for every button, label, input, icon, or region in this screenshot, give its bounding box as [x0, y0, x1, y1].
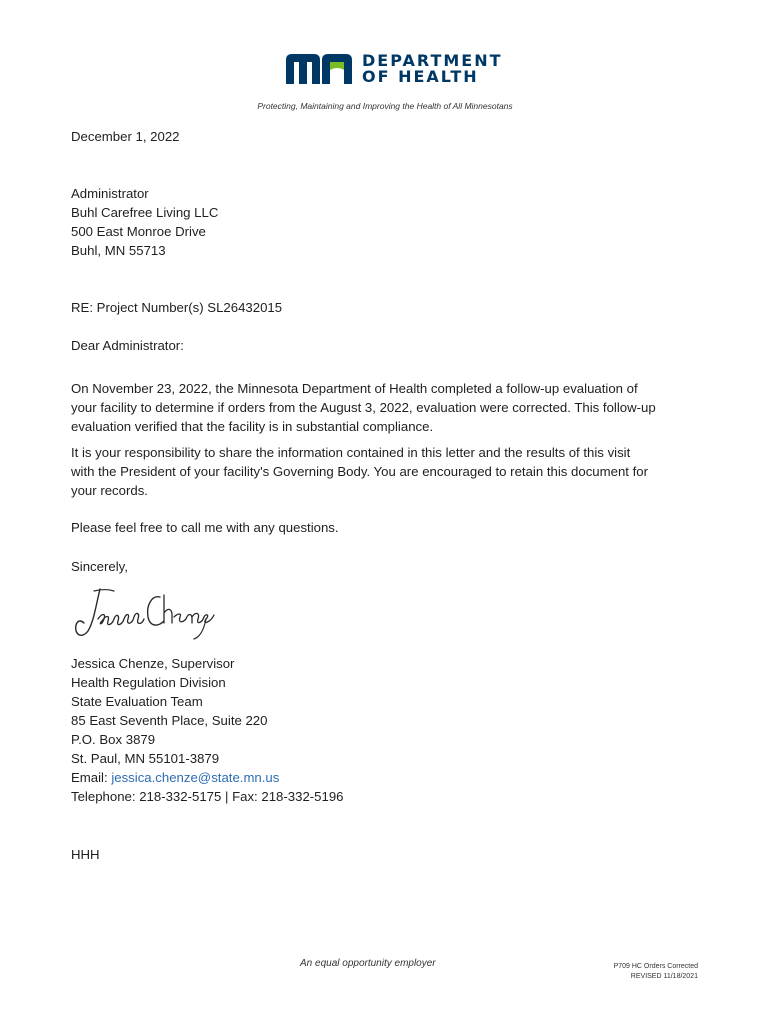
closing: Sincerely,: [71, 559, 128, 574]
address-line: Buhl, MN 55713: [71, 243, 166, 258]
signer-phone: Telephone: 218-332-5175 | Fax: 218-332-5196: [71, 789, 344, 804]
paragraph-responsibility: [71, 443, 711, 500]
signer-team: State Evaluation Team: [71, 694, 203, 709]
address-line: Buhl Carefree Living LLC: [71, 205, 219, 220]
letter-date: December 1, 2022: [71, 129, 180, 144]
signer-email-row: [71, 768, 344, 787]
logo-wordmark: [362, 53, 503, 85]
paragraph-line: with the President of your facility's Governing Body. You are encouraged to retain this document for: [71, 464, 648, 479]
signer-division: Health Regulation Division: [71, 675, 226, 690]
paragraph-line: evaluation verified that the facility is in substantial compliance.: [71, 419, 434, 434]
signer-name-title: Jessica Chenze, Supervisor: [71, 656, 235, 671]
signer-city: St. Paul, MN 55101-3879: [71, 751, 220, 766]
paragraph-evaluation: [71, 379, 711, 436]
tagline: Protecting, Maintaining and Improving the Health of All Minnesotans: [257, 101, 513, 111]
footer-eoe: An equal opportunity employer: [300, 958, 436, 969]
email-label: Email:: [71, 770, 112, 785]
recipient-address: [71, 184, 218, 260]
end-mark: HHH: [71, 847, 100, 862]
signer-street: 85 East Seventh Place, Suite 220: [71, 713, 268, 728]
email-link[interactable]: jessica.chenze@state.mn.us: [111, 770, 280, 785]
mdh-logo: [284, 52, 503, 86]
paragraph-line: your facility to determine if orders from the August 3, 2022, evaluation were corrected. This follow-up: [71, 400, 656, 415]
handwritten-signature: [68, 585, 218, 643]
paragraph-line: your records.: [71, 483, 148, 498]
paragraph-line: It is your responsibility to share the information contained in this letter and the results of this visit: [71, 445, 631, 460]
signer-block: [71, 654, 344, 806]
paragraph-line: On November 23, 2022, the Minnesota Department of Health completed a follow-up evaluation of: [71, 381, 638, 396]
footer-revised: REVISED 11/18/2021: [630, 973, 698, 980]
footer-form-info: [580, 962, 698, 982]
signer-po-box: P.O. Box 3879: [71, 732, 156, 747]
logo-line-2: OF HEALTH: [362, 67, 479, 86]
re-line: RE: Project Number(s) SL26432015: [71, 300, 283, 315]
address-line: 500 East Monroe Drive: [71, 224, 206, 239]
footer-form-id: P709 HC Orders Corrected: [613, 963, 698, 970]
address-line: Administrator: [71, 186, 149, 201]
logo-line-1: DEPARTMENT: [362, 51, 503, 70]
mn-logo-mark-icon: [284, 52, 354, 86]
salutation: Dear Administrator:: [71, 338, 184, 353]
paragraph-questions: Please feel free to call me with any questions.: [71, 520, 339, 535]
